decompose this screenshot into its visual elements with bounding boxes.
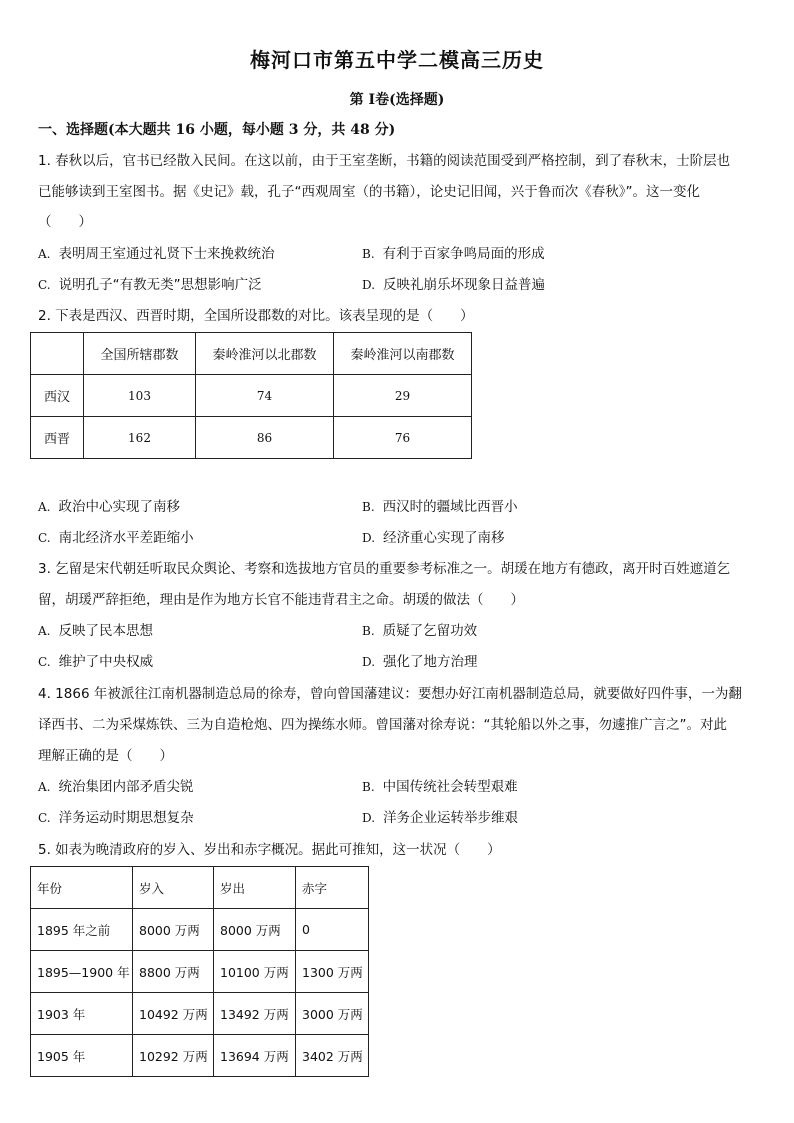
option-key: B. — [362, 780, 375, 794]
table-cell: 8800 万两 — [133, 951, 214, 993]
table-row — [31, 951, 369, 993]
option-key: C. — [38, 531, 51, 545]
table-cell: 10292 万两 — [133, 1035, 214, 1077]
table-cell: 秦岭淮河以南郡数 — [334, 333, 472, 375]
table-cell: 86 — [196, 417, 334, 459]
table-cell: 西汉 — [31, 375, 84, 417]
table-cell: 8000 万两 — [214, 909, 296, 951]
table-cell: 76 — [334, 417, 472, 459]
option-text: 说明孔子“有教无类”思想影响广泛 — [58, 277, 262, 293]
option-key: C. — [38, 655, 51, 669]
q3-stem-line: 留，胡瑗严辞拒绝，理由是作为地方长官不能违背君主之命。胡瑗的做法（ ） — [38, 592, 524, 608]
table-cell: 1903 年 — [31, 993, 133, 1035]
option-text: 表明周王室通过礼贤下士来挽救统治 — [58, 246, 275, 262]
q2-table — [30, 332, 472, 459]
option-text: 质疑了乞留功效 — [382, 623, 478, 639]
q1-stem-line: （ ） — [38, 214, 92, 230]
option-text: 反映了民本思想 — [58, 623, 153, 639]
table-header-row — [31, 867, 369, 909]
table-cell: 10492 万两 — [133, 993, 214, 1035]
table-row — [31, 1035, 369, 1077]
q3-option-d — [362, 652, 478, 672]
table-cell: 岁出 — [214, 867, 296, 909]
option-key: D. — [362, 811, 376, 825]
table-cell: 10100 万两 — [214, 951, 296, 993]
q4-stem-line: 理解正确的是（ ） — [38, 748, 173, 764]
q2-stem-line: 2. 下表是西汉、西晋时期，全国所设郡数的对比。该表呈现的是（ ） — [38, 308, 474, 324]
option-key: C. — [38, 278, 51, 292]
q1-option-d — [362, 275, 545, 295]
table-cell: 3000 万两 — [296, 993, 369, 1035]
table-cell: 1895—1900 年 — [31, 951, 133, 993]
table-cell: 西晋 — [31, 417, 84, 459]
option-text: 洋务运动时期思想复杂 — [58, 810, 194, 826]
option-text: 经济重心实现了南移 — [383, 530, 505, 546]
q3-option-c — [38, 652, 153, 672]
q4-option-c — [38, 808, 194, 828]
option-key: A. — [38, 624, 51, 638]
q1-stem-line: 1. 春秋以后，官书已经散入民间。在这以前，由于王室垄断，书籍的阅读范围受到严格控制，到了春秋末，士阶层也 — [38, 153, 731, 169]
table-cell: 年份 — [31, 867, 133, 909]
table-cell: 13694 万两 — [214, 1035, 296, 1077]
q4-option-d — [362, 808, 518, 828]
table-cell: 8000 万两 — [133, 909, 214, 951]
table-cell — [31, 333, 84, 375]
table-cell: 3402 万两 — [296, 1035, 369, 1077]
q4-stem-line: 译西书、二为采煤炼铁、三为自造枪炮、四为操练水师。曾国藩对徐寿说：“其轮船以外之事，勿遽推广言之”。对此 — [38, 717, 727, 733]
table-cell: 1905 年 — [31, 1035, 133, 1077]
q2-option-b — [362, 497, 518, 517]
q4-stem-line: 4. 1866 年被派往江南机器制造总局的徐寿，曾向曾国藩建议：要想办好江南机器制造总局，就要做好四件事，一为翻 — [38, 686, 742, 702]
table-cell: 1895 年之前 — [31, 909, 133, 951]
q1-option-b — [362, 244, 545, 264]
table-cell: 13492 万两 — [214, 993, 296, 1035]
part-title: 第 Ⅰ卷(选择题) — [349, 92, 445, 108]
table-cell: 0 — [296, 909, 369, 951]
table-cell: 74 — [196, 375, 334, 417]
table-cell: 岁入 — [133, 867, 214, 909]
q2-option-c — [38, 528, 194, 548]
option-text: 洋务企业运转举步维艰 — [383, 810, 519, 826]
option-key: A. — [38, 780, 51, 794]
table-cell: 秦岭淮河以北郡数 — [196, 333, 334, 375]
q4-option-a — [38, 777, 193, 797]
option-key: D. — [362, 531, 376, 545]
option-text: 政治中心实现了南移 — [58, 499, 180, 515]
table-row — [31, 375, 472, 417]
q2-option-a — [38, 497, 180, 517]
option-text: 南北经济水平差距缩小 — [58, 530, 194, 546]
option-text: 中国传统社会转型艰难 — [382, 779, 518, 795]
option-key: D. — [362, 278, 376, 292]
q1-stem-line: 已能够读到王室图书。据《史记》载，孔子“西观周室（的书籍），论史记旧闻，兴于鲁而次《春秋》”。这一变化 — [38, 184, 700, 200]
table-cell: 103 — [84, 375, 196, 417]
table-row — [31, 909, 369, 951]
q2-option-d — [362, 528, 505, 548]
option-text: 西汉时的疆域比西晋小 — [382, 499, 518, 515]
q3-option-a — [38, 621, 153, 641]
option-key: B. — [362, 624, 375, 638]
table-cell: 29 — [334, 375, 472, 417]
option-key: D. — [362, 655, 376, 669]
option-text: 强化了地方治理 — [383, 654, 478, 670]
table-cell: 162 — [84, 417, 196, 459]
option-key: C. — [38, 811, 51, 825]
option-text: 统治集团内部矛盾尖锐 — [58, 779, 194, 795]
table-row — [31, 417, 472, 459]
option-key: B. — [362, 247, 375, 261]
q5-table — [30, 866, 369, 1077]
table-header-row — [31, 333, 472, 375]
q3-stem-line: 3. 乞留是宋代朝廷听取民众舆论、考察和选拔地方官员的重要参考标准之一。胡瑗在地方有德政，离开时百姓遮道乞 — [38, 561, 731, 577]
table-row — [31, 993, 369, 1035]
q1-option-a — [38, 244, 274, 264]
q1-option-c — [38, 275, 262, 295]
q4-option-b — [362, 777, 518, 797]
table-cell: 赤字 — [296, 867, 369, 909]
option-text: 反映礼崩乐坏现象日益普遍 — [383, 277, 546, 293]
q3-option-b — [362, 621, 477, 641]
option-key: A. — [38, 247, 51, 261]
option-key: A. — [38, 500, 51, 514]
exam-title: 梅河口市第五中学二模高三历史 — [250, 48, 544, 72]
table-cell: 全国所辖郡数 — [84, 333, 196, 375]
option-key: B. — [362, 500, 375, 514]
q5-stem-line: 5. 如表为晚清政府的岁入、岁出和赤字概况。据此可推知，这一状况（ ） — [38, 842, 501, 858]
table-cell: 1300 万两 — [296, 951, 369, 993]
option-text: 维护了中央权威 — [58, 654, 154, 670]
option-text: 有利于百家争鸣局面的形成 — [382, 246, 545, 262]
section-heading: 一、选择题(本大题共 16 小题，每小题 3 分，共 48 分) — [38, 122, 396, 138]
